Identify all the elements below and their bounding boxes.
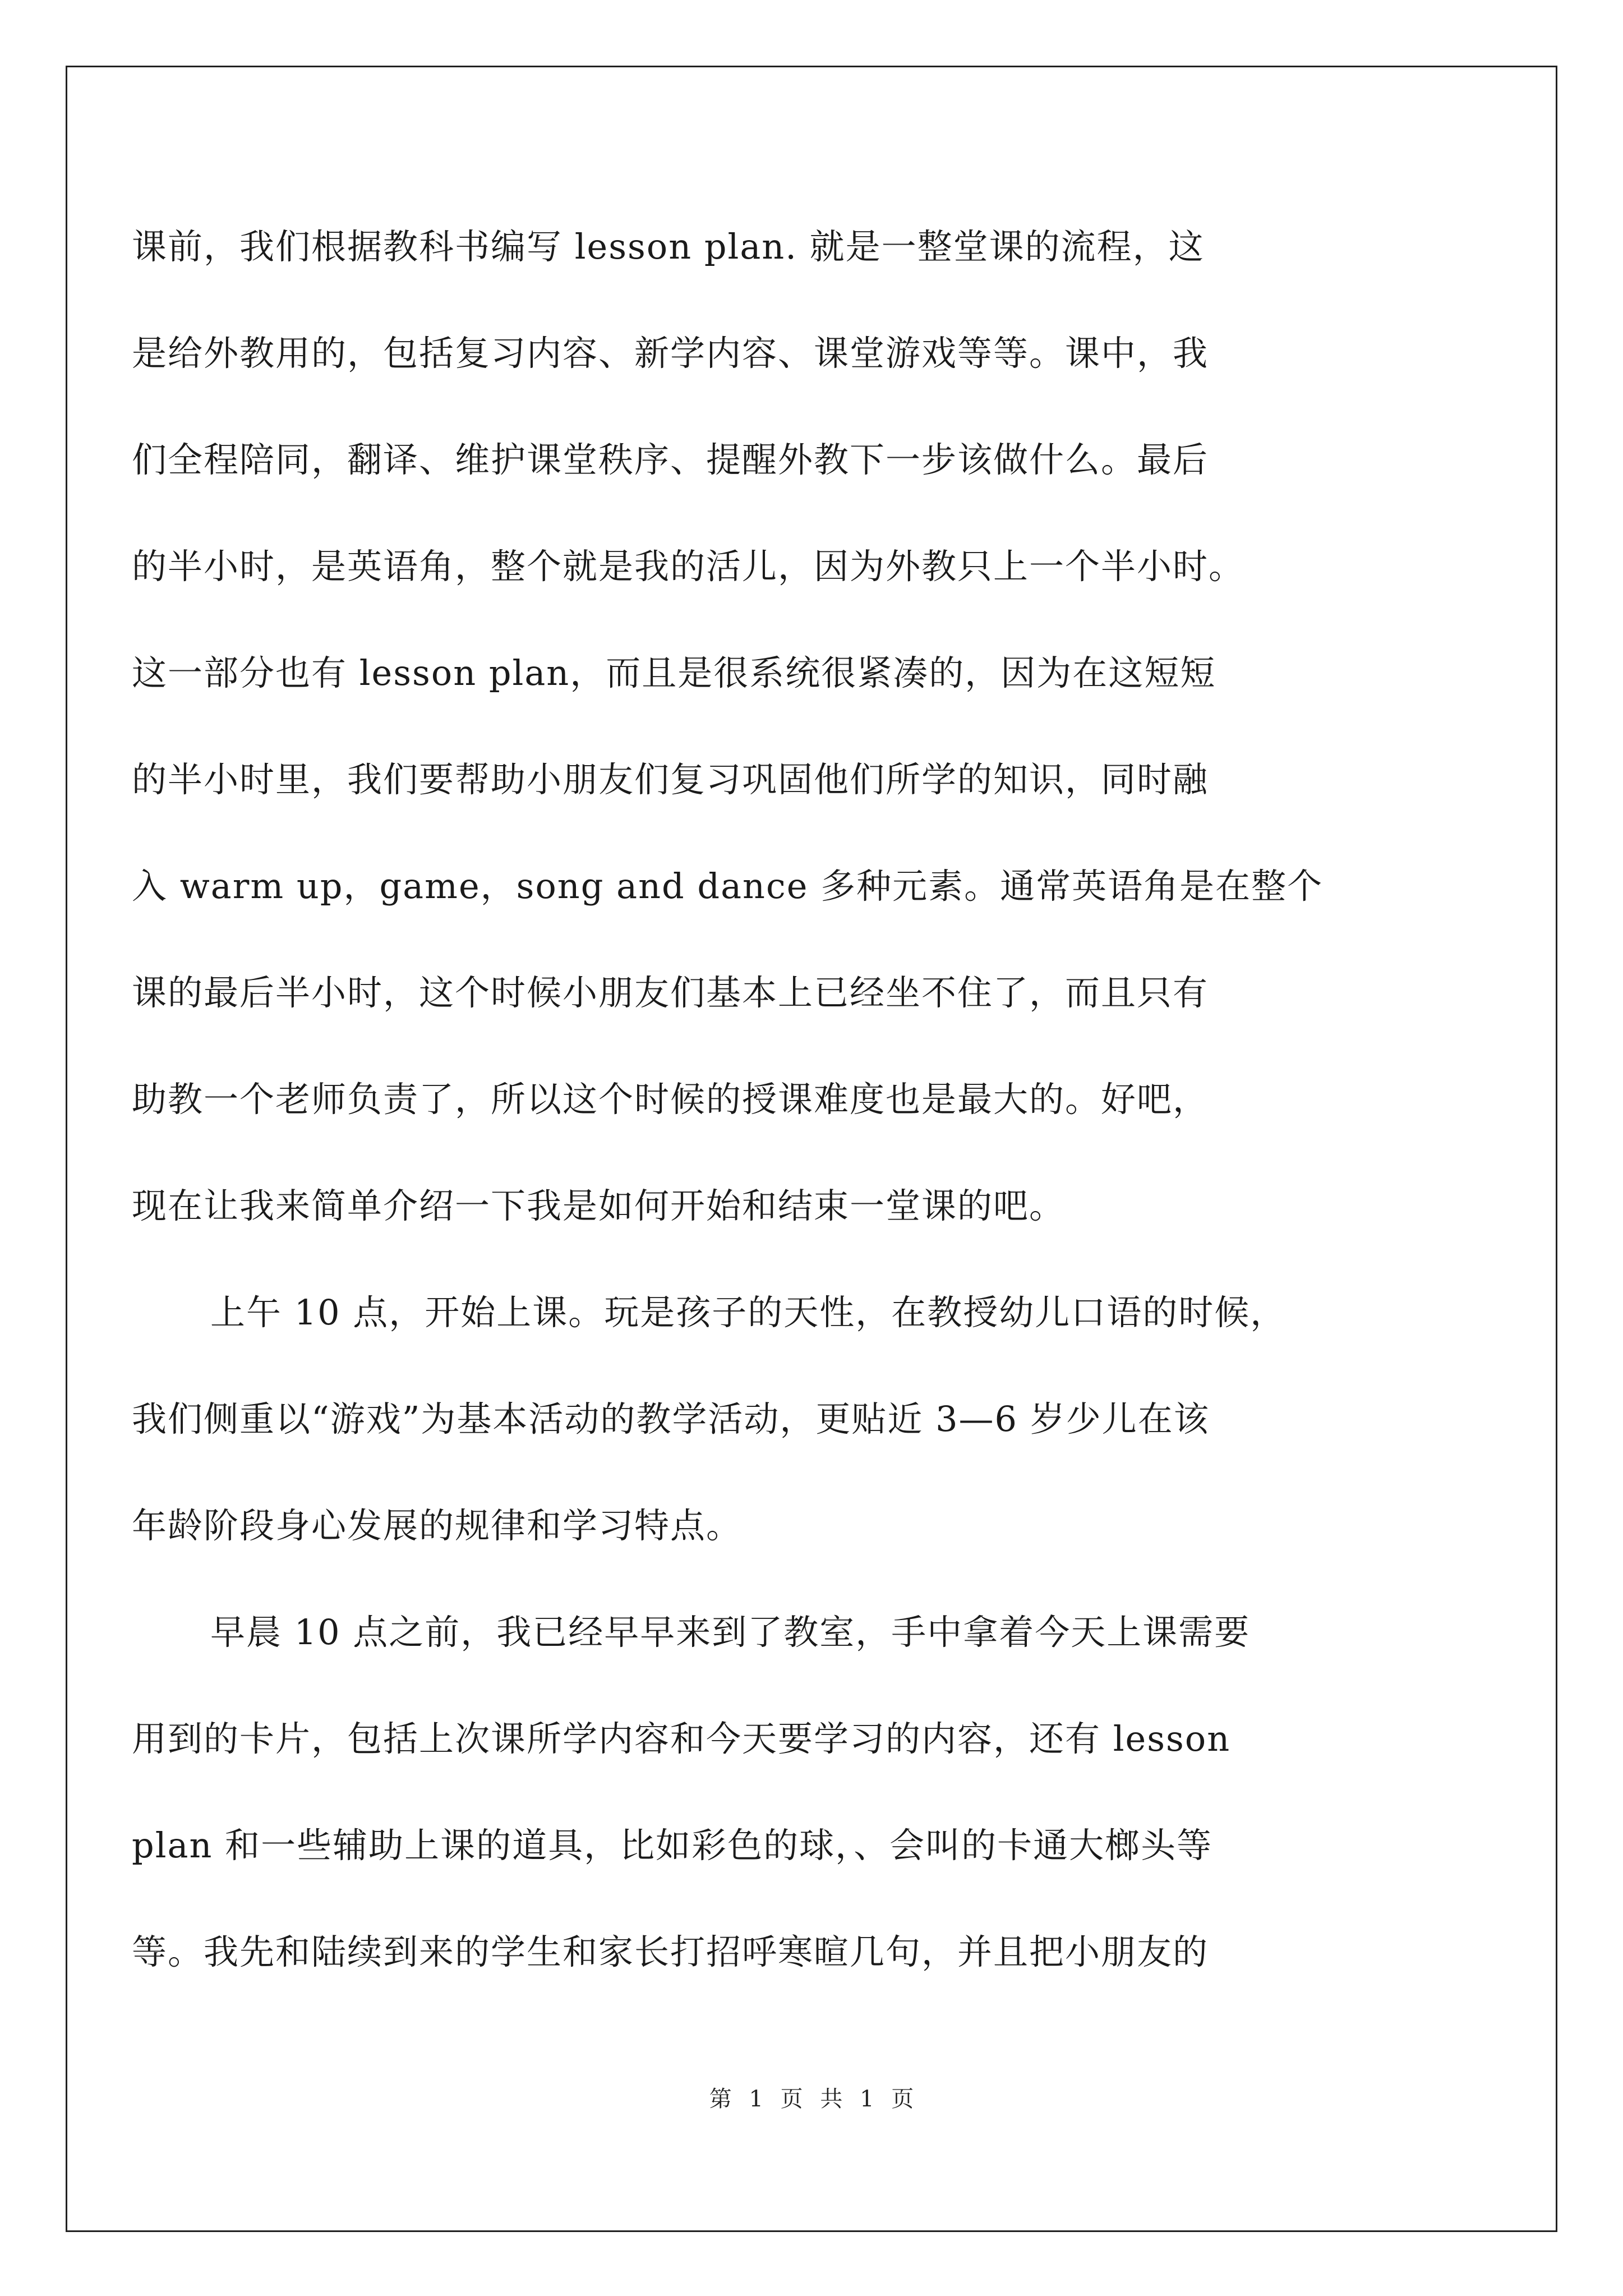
text-line: 的半小时里，我们要帮助小朋友们复习巩固他们所学的知识，同时融 [132,759,1209,800]
text-line: 等。我先和陆续到来的学生和家长打招呼寒暄几句，并且把小朋友的 [132,1931,1209,1972]
paragraph-first-line: 上午 10 点，开始上课。玩是孩子的天性，在教授幼儿口语的时候， [210,1292,1287,1333]
text-line: 用到的卡片，包括上次课所学内容和今天要学习的内容，还有 lesson [132,1718,1231,1759]
paragraph-first-line: 早晨 10 点之前，我已经早早来到了教室，手中拿着今天上课需要 [210,1612,1251,1653]
page-frame [66,66,1557,2232]
text-line: 现在让我来简单介绍一下我是如何开始和结束一堂课的吧。 [132,1185,1066,1226]
page-total: 共 1 页 [820,2086,914,2112]
page-number: 第 1 页 [709,2086,803,2112]
text-line: 课的最后半小时，这个时候小朋友们基本上已经坐不住了，而且只有 [132,972,1209,1013]
text-line: 们全程陪同，翻译、维护课堂秩序、提醒外教下一步该做什么。最后 [132,439,1209,480]
text-line: 是给外教用的，包括复习内容、新学内容、课堂游戏等等。课中，我 [132,333,1209,374]
text-line: 这一部分也有 lesson plan，而且是很系统很紧凑的，因为在这短短 [132,652,1216,693]
text-line: plan 和一些辅助上课的道具，比如彩色的球，、会叫的卡通大榔头等 [132,1825,1213,1866]
text-line: 我们侧重以“游戏”为基本活动的教学活动，更贴近 3—6 岁少儿在该 [132,1398,1210,1439]
text-line: 课前，我们根据教科书编写 lesson plan. 就是一整堂课的流程，这 [132,226,1205,267]
text-line: 年龄阶段身心发展的规律和学习特点。 [132,1505,743,1546]
text-line: 入 warm up，game，song and dance 多种元素。通常英语角是在整个 [132,866,1324,907]
page-footer [0,2081,1623,2113]
text-line: 的半小时，是英语角，整个就是我的活儿，因为外教只上一个半小时。 [132,546,1245,587]
text-line: 助教一个老师负责了，所以这个时候的授课难度也是最大的。好吧， [132,1079,1209,1120]
